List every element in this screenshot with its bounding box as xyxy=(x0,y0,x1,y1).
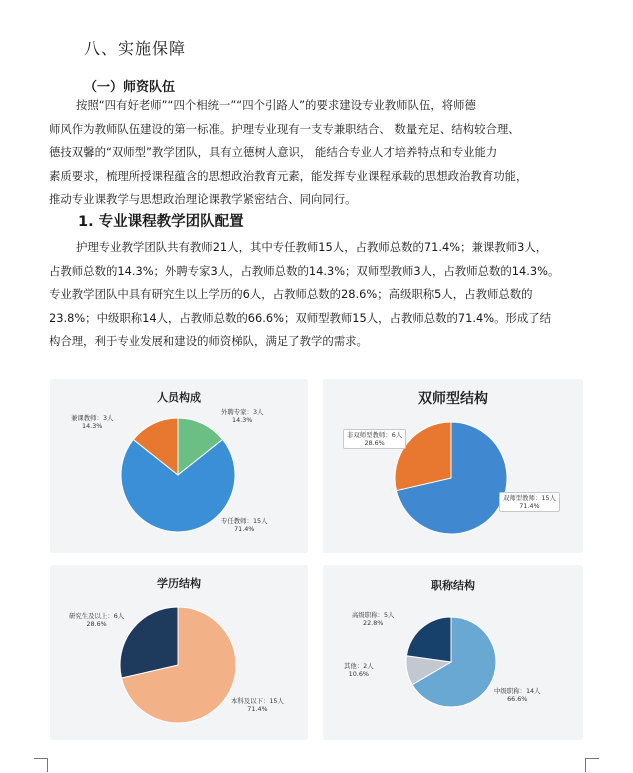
paragraph-line: 23.8%；中级职称14人，占教师总数的66.6%；双师型教师15人，占教师总数的71.4%。形成了结 xyxy=(49,310,552,325)
slice-label-name: 其他：2人 xyxy=(344,662,374,670)
chart-panel-professional-title xyxy=(323,565,583,740)
slice-label-percent: 71.4% xyxy=(519,502,540,510)
chart-panel-education xyxy=(50,565,308,740)
paragraph-line: 护理专业教学团队共有教师21人，其中专任教师15人，占教师总数的71.4%；兼课教师3人， xyxy=(76,240,548,254)
chart-title: 职称结构 xyxy=(431,579,475,592)
crop-mark-bottom-right xyxy=(585,758,599,773)
paragraph-line: 师风作为教师队伍建设的第一标准。护理专业现有一支专兼职结合、 数量充足、结构较合理、 xyxy=(49,121,520,136)
slice-label-percent: 14.3% xyxy=(82,422,103,430)
pie-slice xyxy=(406,617,451,662)
paragraph-teacher-ethics xyxy=(49,94,589,212)
slice-label-postgraduate xyxy=(66,611,127,629)
paragraph-line: 德技双馨的“双师型”教学团队，具有立德树人意识， 能结合专业人才培养特点和专业能力 xyxy=(49,145,498,160)
slice-label-part-time-teachers xyxy=(68,413,116,431)
slice-label-external-experts xyxy=(218,407,266,425)
slice-label-name: 兼课教师：3人 xyxy=(71,414,114,422)
slice-label-name: 双师型教师：15人 xyxy=(503,494,556,502)
pie-slice xyxy=(120,607,178,678)
slice-label-dual-qualified xyxy=(499,492,560,512)
crop-mark-bottom-left xyxy=(34,758,48,773)
slice-label-undergraduate xyxy=(228,696,287,714)
slice-label-percent: 71.4% xyxy=(247,705,268,713)
chart-panel-personnel xyxy=(50,379,308,553)
slice-label-senior-title xyxy=(349,610,397,628)
slice-label-percent: 14.3% xyxy=(232,416,253,424)
slice-label-name: 外聘专家：3人 xyxy=(221,408,264,416)
slice-label-percent: 28.6% xyxy=(364,439,385,447)
crop-mark-bottom-right-vertical xyxy=(585,758,586,772)
chart-title: 双师型结构 xyxy=(418,391,488,407)
slice-label-name: 高级职称：5人 xyxy=(352,611,395,619)
slice-label-name: 本科及以下：15人 xyxy=(231,697,284,705)
section-title: 八、实施保障 xyxy=(84,39,187,58)
slice-label-percent: 28.6% xyxy=(86,620,107,628)
subsection-title: （一）师资队伍 xyxy=(84,80,176,95)
slice-label-percent: 66.6% xyxy=(507,695,528,703)
paragraph-line: 构合理，利于专业发展和建设的师资梯队，满足了教学的需求。 xyxy=(49,334,368,349)
slice-label-non-dual-qualified xyxy=(343,429,406,449)
chart-title: 人员构成 xyxy=(157,391,201,404)
slice-label-name: 中级职称：14人 xyxy=(494,687,541,695)
slice-label-other xyxy=(341,661,377,679)
paragraph-line: 按照“四有好老师”“四个相统一”“四个引路人”的要求建设专业教师队伍，将师德 xyxy=(76,98,476,112)
slice-label-intermediate-title xyxy=(491,686,543,704)
slice-label-percent: 10.6% xyxy=(348,670,369,678)
paragraph-line: 专业教学团队中具有研究生以上学历的6人，占教师总数的28.6%；高级职称5人，占教师总数的 xyxy=(49,287,533,302)
slice-label-name: 研究生及以上：6人 xyxy=(69,612,125,620)
heading-team-configuration: 1. 专业课程教学团队配置 xyxy=(78,214,244,230)
slice-label-name: 非双师型教师：6人 xyxy=(347,431,403,439)
slice-label-full-time-teachers xyxy=(218,516,270,534)
paragraph-line: 占教师总数的14.3%；外聘专家3人，占教师总数的14.3%；双师型教师3人，占教师总数的14.3%。 xyxy=(49,263,560,278)
slice-label-name: 专任教师：15人 xyxy=(221,517,268,525)
slice-label-percent: 71.4% xyxy=(234,525,255,533)
paragraph-team-stats xyxy=(49,236,589,354)
paragraph-line: 推动专业课教学与思想政治理论课教学紧密结合、同向同行。 xyxy=(49,192,357,207)
chart-title: 学历结构 xyxy=(157,577,201,590)
paragraph-line: 素质要求，梳理所授课程蕴含的思想政治教育元素，能发挥专业课程承载的思想政治教育功能， xyxy=(49,168,528,183)
crop-mark-bottom-left-vertical xyxy=(47,758,48,772)
chart-panel-dual-qualified xyxy=(323,379,583,553)
slice-label-percent: 22.8% xyxy=(363,619,384,627)
